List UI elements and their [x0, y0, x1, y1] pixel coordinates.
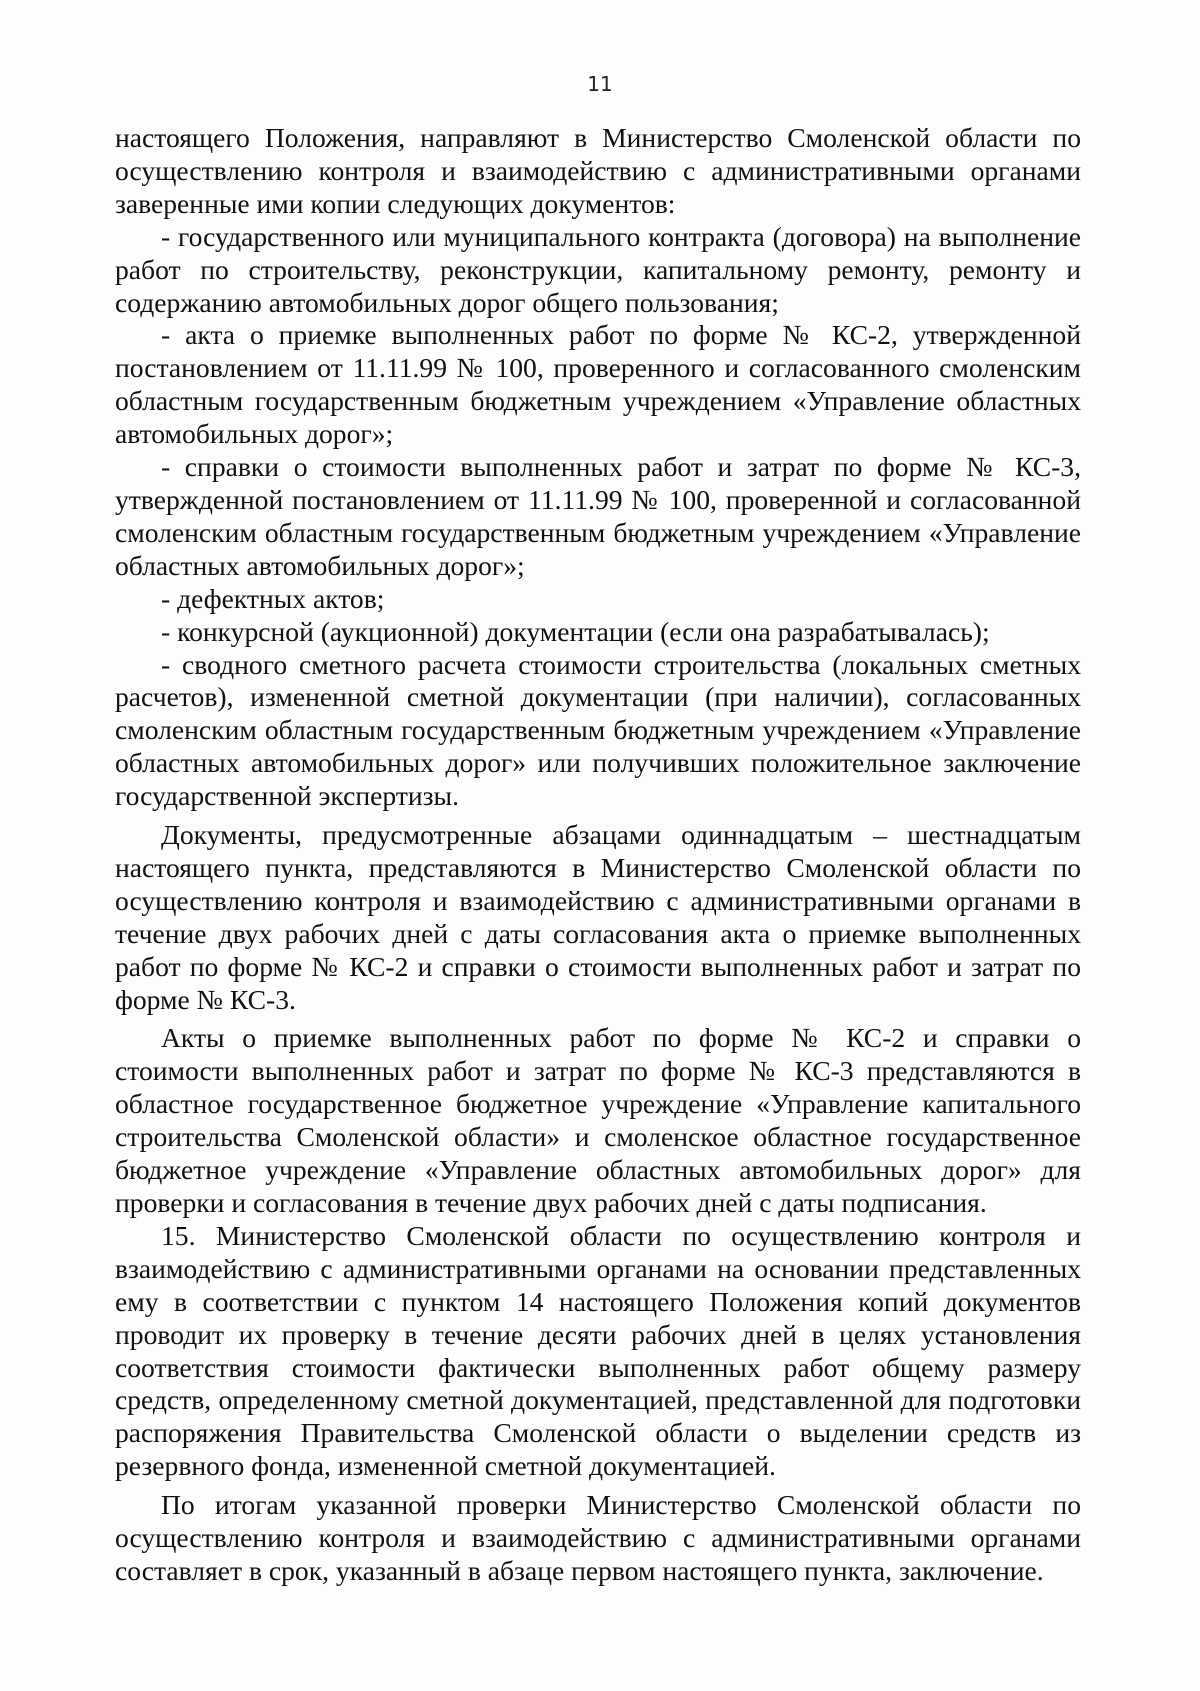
paragraph-intro: настоящего Положения, направляют в Министерство Смоленской области по осуществлению контроля и взаимодействию с административными органами заверенные ими копии следующих документов:: [115, 122, 1081, 219]
list-item-contract: - государственного или муниципального контракта (договора) на выполнение работ по строительству, реконструкции, капитальному ремонту, ремонту и содержанию автомобильных дорог общего пользования;: [115, 220, 1081, 318]
page-number: 11: [587, 72, 613, 96]
document-body: [115, 122, 1081, 1588]
paragraph-documents-deadline: Документы, предусмотренные абзацами одиннадцатым – шестнадцатым настоящего пункта, представляются в Министерство Смоленской области по осуществлению контроля и взаимодействию с административными органами в течение двух рабочих дней с даты согласования акта о приемке выполненных работ по форме № КС-2 и справки о стоимости выполненных работ и затрат по форме № КС-3.: [115, 819, 1081, 1015]
paragraph-item-15: 15. Министерство Смоленской области по осуществлению контроля и взаимодействию с административными органами на основании представленных ему в соответствии с пунктом 14 настоящего Положения копий документов проводит их проверку в течение десяти рабочих дней в целях установления соответствия стоимости фактически выполненных работ общему размеру средств, определенному сметной документацией, представленной для подготовки распоряжения Правительства Смоленской области о выделении средств из резервного фонда, измененной сметной документацией.: [115, 1219, 1081, 1482]
list-item-tender-docs: - конкурсной (аукционной) документации (если она разрабатывалась);: [161, 615, 990, 647]
list-item-ks3-certificate: - справки о стоимости выполненных работ и затрат по форме № КС-3, утвержденной постановлением от 11.11.99 № 100, проверенной и согласованной смоленским областным государственным бюджетным учреждением «Управление областных автомобильных дорог»;: [115, 451, 1081, 581]
list-item-ks2-act: - акта о приемке выполненных работ по форме № КС-2, утвержденной постановлением от 11.11.99 № 100, проверенного и согласованного смоленским областным государственным бюджетным учреждением «Управление областных автомобильных дорог»;: [115, 319, 1081, 450]
paragraph-acts-submission: Акты о приемке выполненных работ по форме № КС-2 и справки о стоимости выполненных работ и затрат по форме № КС-3 представляются в областное государственное бюджетное учреждение «Управление капитального строительства Смоленской области» и смоленское областное государственное бюджетное учреждение «Управление областных автомобильных дорог» для проверки и согласования в течение двух рабочих дней с даты подписания.: [115, 1022, 1081, 1218]
list-item-defect-acts: - дефектных актов;: [161, 582, 385, 614]
paragraph-conclusion: По итогам указанной проверки Министерство Смоленской области по осуществлению контроля и взаимодействию с административными органами составляет в срок, указанный в абзаце первом настоящего пункта, заключение.: [115, 1489, 1081, 1586]
list-item-estimate: - сводного сметного расчета стоимости строительства (локальных сметных расчетов), измененной сметной документации (при наличии), согласованных смоленским областным государственным бюджетным учреждением «Управление областных автомобильных дорог» или получивших положительное заключение государственной экспертизы.: [115, 648, 1081, 812]
